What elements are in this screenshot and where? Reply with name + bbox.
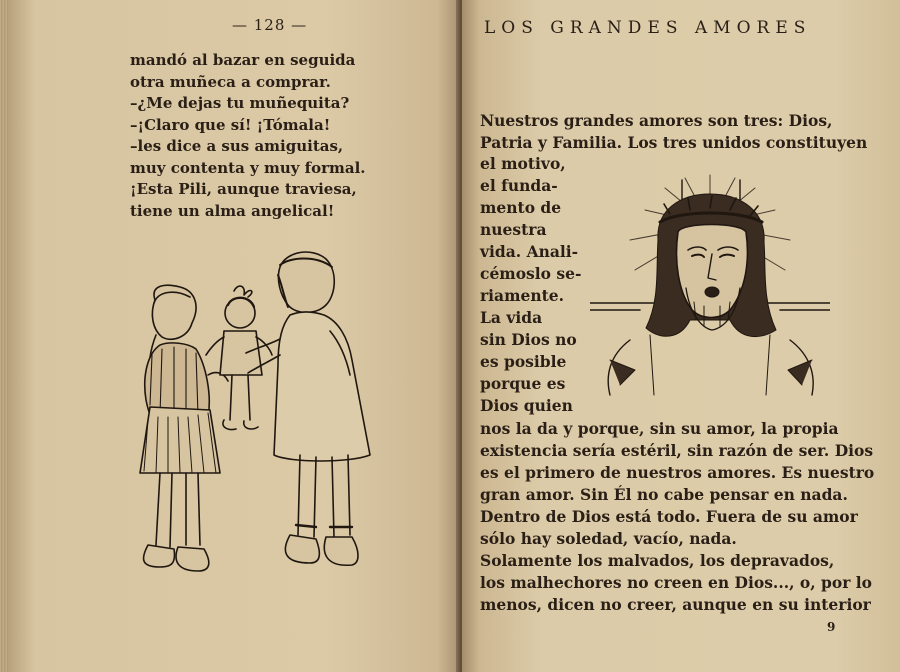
text-line: menos, dicen no creer, aunque en su interior — [480, 595, 871, 614]
right-page-number: 9 — [827, 620, 836, 634]
two-girls-with-doll-illustration — [120, 245, 390, 590]
poem-line: –les dice a sus amiguitas, — [130, 137, 344, 155]
text-line: La vida — [480, 308, 543, 327]
text-line: existencia sería estéril, sin razón de ser. Dios — [480, 441, 874, 460]
poem-line: muy contenta y muy formal. — [130, 158, 366, 177]
text-line: nuestra — [480, 220, 547, 239]
text-line: es posible — [480, 352, 567, 371]
poem-line: otra muñeca a comprar. — [130, 72, 331, 91]
text-line: vida. Anali- — [480, 242, 579, 261]
poem-line: –¡Claro que sí! ¡Tómala! — [130, 115, 331, 134]
christ-crown-of-thorns-illustration — [590, 170, 830, 400]
text-line: Nuestros grandes amores son tres: Dios, — [480, 111, 833, 130]
poem-line: tiene un alma angelical! — [130, 201, 335, 220]
text-line: Dentro de Dios está todo. Fuera de su amor — [480, 507, 858, 526]
running-head: LOS GRANDES AMORES — [484, 18, 812, 38]
text-line: Patria y Familia. Los tres unidos constituyen — [480, 133, 868, 152]
poem-line: mandó al bazar en seguida — [130, 51, 356, 69]
text-line: el funda- — [480, 176, 558, 195]
text-line: riamente. — [480, 286, 565, 305]
text-line: mento de — [480, 198, 562, 217]
paragraph-narrow-column — [480, 153, 580, 417]
paragraph-continuation — [480, 418, 875, 616]
text-line: Dios quien — [480, 396, 573, 415]
text-line: nos la da y porque, sin su amor, la propia — [480, 419, 839, 438]
text-line: sólo hay soledad, vacío, nada. — [480, 529, 737, 548]
text-line: el motivo, — [480, 154, 566, 173]
text-line: cémoslo se- — [480, 264, 582, 283]
text-line: sin Dios no — [480, 330, 577, 349]
text-line: Solamente los malvados, los depravados, — [480, 551, 835, 570]
text-line: es el primero de nuestros amores. Es nuestro — [480, 463, 875, 482]
text-line: los malhechores no creen en Dios..., o, por lo — [480, 573, 873, 592]
poem-line: –¿Me dejas tu muñequita? — [130, 94, 350, 112]
text-line: gran amor. Sin Él no cabe pensar en nada. — [480, 485, 848, 504]
paragraph-intro — [480, 110, 868, 154]
poem-line: ¡Esta Pili, aunque traviesa, — [130, 180, 357, 198]
left-poem — [130, 50, 390, 222]
left-page-number: — 128 — — [232, 16, 308, 34]
text-line: porque es — [480, 374, 566, 393]
